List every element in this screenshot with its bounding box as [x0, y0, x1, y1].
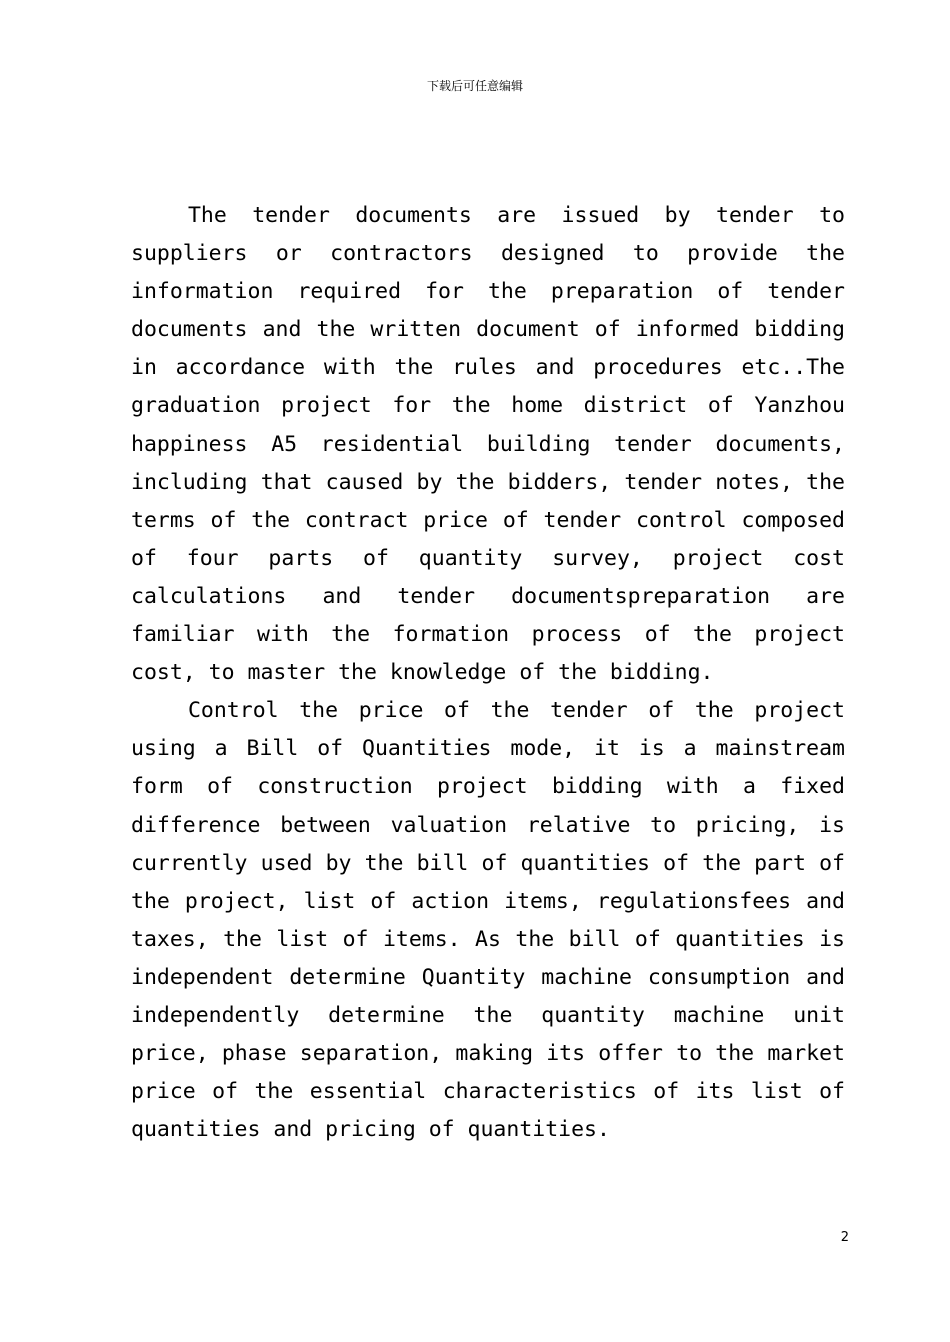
page-header: 下载后可任意编辑 [426, 79, 523, 93]
document-body [131, 197, 845, 1149]
page-number: 2 [840, 1230, 849, 1245]
paragraph-2: Control the price of the tender of the project using a Bill of Quantities mode, it is a mainstream form of construction project bidding with a fixed difference between valuation relative to pricing, is currently used by the bill of quantities of the part of the project, list of action items, regulationsfees and taxes, the list of items. As the bill of quantities is independent determine Quantity machine consumption and independently determine the quantity machine unit price, phase separation, making its offer to the market price of the essential characteristics of its list of quantities and pricing of quantities. [131, 698, 845, 1143]
paragraph-1: The tender documents are issued by tender to suppliers or contractors designed to provide the information required for the preparation of tender documents and the written document of informed bidding in accordance with the rules and procedures etc..The graduation project for the home district of Yanzhou happiness A5 residential building tender documents, including that caused by the bidders, tender notes, the terms of the contract price of tender control composed of four parts of quantity survey, project cost calculations and tender documentspreparation are familiar with the formation process of the project cost, to master the knowledge of the bidding. [131, 203, 845, 686]
